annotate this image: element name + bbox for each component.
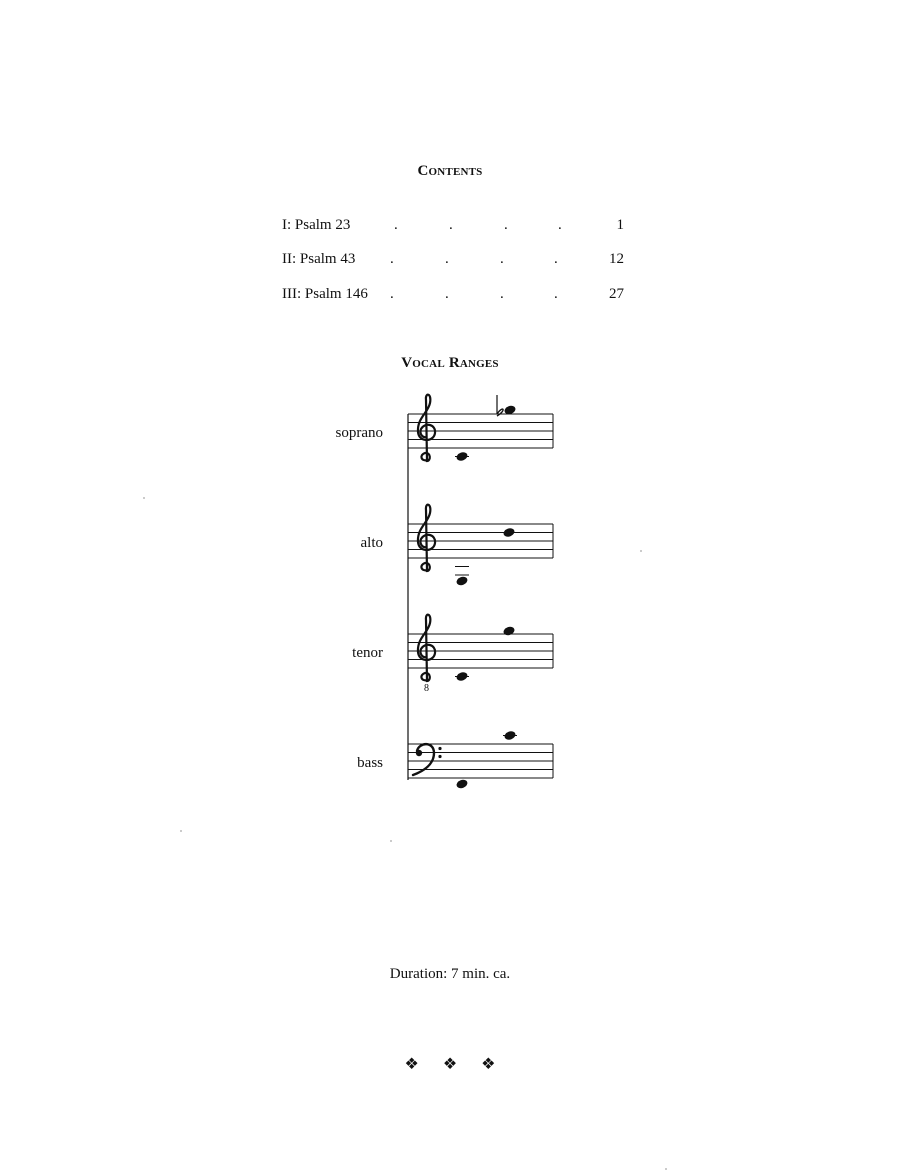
- leader-dot: .: [390, 286, 394, 302]
- treble-clef-icon: [418, 395, 435, 461]
- clef-octave-mark: 8: [424, 683, 429, 694]
- low-note: [455, 575, 468, 586]
- low-note: [455, 778, 468, 789]
- voice-label-tenor: tenor: [352, 645, 383, 661]
- leader-dot: .: [390, 251, 394, 267]
- leader-dot: .: [500, 251, 504, 267]
- scan-speck: [143, 497, 145, 499]
- flat-icon: [497, 395, 503, 416]
- toc-entry-title: I: Psalm 23: [282, 217, 351, 233]
- toc-entry-title: II: Psalm 43: [282, 251, 356, 267]
- toc-entry-title: III: Psalm 146: [282, 286, 368, 302]
- voice-label-alto: alto: [360, 535, 383, 551]
- duration-note: Duration: 7 min. ca.: [389, 966, 511, 982]
- bass-clef-icon: [413, 744, 442, 775]
- leader-dot: .: [554, 286, 558, 302]
- voice-label-soprano: soprano: [335, 425, 383, 441]
- voice-label-bass: bass: [357, 755, 383, 771]
- leader-dot: .: [445, 286, 449, 302]
- staff-alto: [408, 505, 553, 587]
- ornament-icon: ❖: [404, 1056, 419, 1073]
- high-note: [503, 730, 516, 741]
- treble-clef-icon: [418, 505, 435, 571]
- leader-dot: .: [500, 286, 504, 302]
- leader-dot: .: [449, 217, 453, 233]
- leader-dot: .: [504, 217, 508, 233]
- treble-clef-icon: [418, 615, 435, 681]
- vocal-ranges-heading: Vocal Ranges: [401, 355, 499, 371]
- toc-entry-page: 27: [609, 286, 624, 302]
- leader-dot: .: [554, 251, 558, 267]
- scan-speck: [180, 830, 182, 832]
- low-note: [455, 451, 468, 462]
- high-note: [502, 527, 515, 538]
- toc-entry-page: 1: [616, 217, 624, 233]
- staff-soprano: [408, 395, 553, 463]
- leader-dot: .: [394, 217, 398, 233]
- ornament-icon: ❖: [481, 1056, 496, 1073]
- low-note: [455, 671, 468, 682]
- scan-speck: [640, 550, 642, 552]
- staff-tenor: [408, 615, 553, 694]
- leader-dot: .: [558, 217, 562, 233]
- ornament-icon: ❖: [442, 1056, 458, 1073]
- staff-bass: [408, 730, 553, 790]
- high-note: [502, 625, 515, 636]
- scan-speck: [665, 1168, 667, 1170]
- leader-dot: .: [445, 251, 449, 267]
- ornament-divider: [0, 1054, 900, 1074]
- contents-heading: Contents: [417, 163, 483, 179]
- scan-speck: [390, 840, 392, 842]
- toc-entry-page: 12: [609, 251, 624, 267]
